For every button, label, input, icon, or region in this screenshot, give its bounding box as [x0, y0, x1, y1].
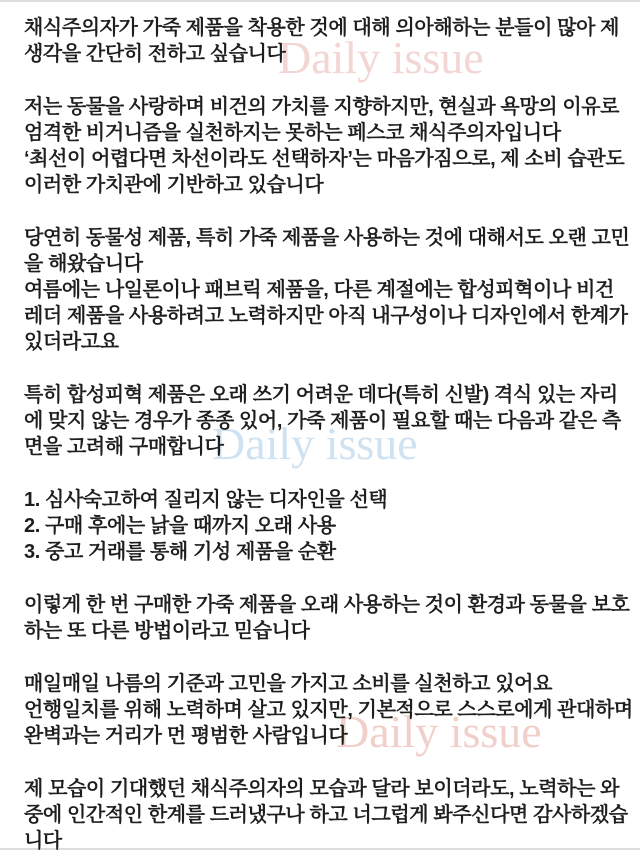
text-line: 이렇게 한 번 구매한 가죽 제품을 오래 사용하는 것이 환경과 동물을 보호: [24, 594, 630, 616]
text-line: 생각을 간단히 전하고 싶습니다: [24, 43, 286, 65]
text-line: 매일매일 나름의 기준과 고민을 가지고 소비를 실천하고 있어요: [24, 673, 553, 695]
text-line: 중에 인간적인 한계를 드러냈구나 하고 너그럽게 봐주신다면 감사하겠습: [24, 804, 628, 826]
text-line: 여름에는 나일론이나 패브릭 제품을, 다른 계절에는 합성피혁이나 비건: [24, 279, 614, 301]
text-line: 언행일치를 위해 노력하며 살고 있지만, 기본적으로 스스로에게 관대하며: [24, 699, 633, 721]
text-line: 레더 제품을 사용하려고 노력하지만 아직 내구성이나 디자인에서 한계가: [24, 305, 628, 327]
paragraph-intro: [24, 15, 624, 67]
text-line: 이러한 가치관에 기반하고 있습니다: [24, 174, 324, 196]
list-item: 1. 심사숙고하여 질리지 않는 디자인을 선택: [24, 489, 388, 511]
watermark-daily-issue-3: Daily issue: [336, 706, 542, 757]
paragraph-pesco-vegetarian: [24, 94, 624, 198]
text-line: 있더라고요: [24, 331, 119, 353]
text-line: 에 맞지 않는 경우가 종종 있어, 가죽 제품이 필요할 때는 다음과 같은 측: [24, 410, 621, 432]
text-line: 하는 또 다른 방법이라고 믿습니다: [24, 620, 310, 642]
text-line: 당연히 동물성 제품, 특히 가죽 제품을 사용하는 것에 대해서도 오랜 고민: [24, 227, 630, 249]
text-line: 니다: [24, 830, 62, 852]
text-line: 엄격한 비거니즘을 실천하지는 못하는 페스코 채식주의자입니다: [24, 122, 561, 144]
text-line: ‘최선이 어렵다면 차선이라도 선택하자’는 마음가짐으로, 제 소비 습관도: [24, 148, 625, 170]
text-line: 완벽과는 거리가 먼 평범한 사람입니다: [24, 725, 348, 747]
top-divider: [0, 0, 640, 2]
numbered-list-purchase-criteria: [24, 487, 624, 565]
post-text: [24, 15, 633, 854]
watermark-daily-issue-2: Daily issue: [212, 418, 418, 469]
list-item: 2. 구매 후에는 낡을 때까지 오래 사용: [24, 515, 336, 537]
text-line: 면을 고려해 구매합니다: [24, 436, 224, 458]
text-line: 저는 동물을 사랑하며 비건의 가치를 지향하지만, 현실과 욕망의 이유로: [24, 96, 620, 118]
paragraph-synthetic-leather-limits: [24, 382, 624, 460]
list-item: 3. 중고 거래를 통해 기성 제품을 순환: [24, 541, 336, 563]
paragraph-long-use-belief: [24, 592, 630, 644]
paragraph-closing: [24, 776, 628, 854]
text-line: 을 해왔습니다: [24, 253, 143, 275]
text-line: 채식주의자가 가죽 제품을 착용한 것에 대해 의아해하는 분들이 많아 제: [24, 17, 620, 39]
paragraph-daily-practice: [24, 671, 633, 749]
paragraph-leather-concern: [24, 225, 630, 355]
text-line: 특히 합성피혁 제품은 오래 쓰기 어려운 데다(특히 신발) 격식 있는 자리: [24, 384, 618, 406]
watermark-daily-issue-1: Daily issue: [278, 32, 484, 83]
text-line: 제 모습이 기대했던 채식주의자의 모습과 달라 보이더라도, 노력하는 와: [24, 778, 620, 800]
